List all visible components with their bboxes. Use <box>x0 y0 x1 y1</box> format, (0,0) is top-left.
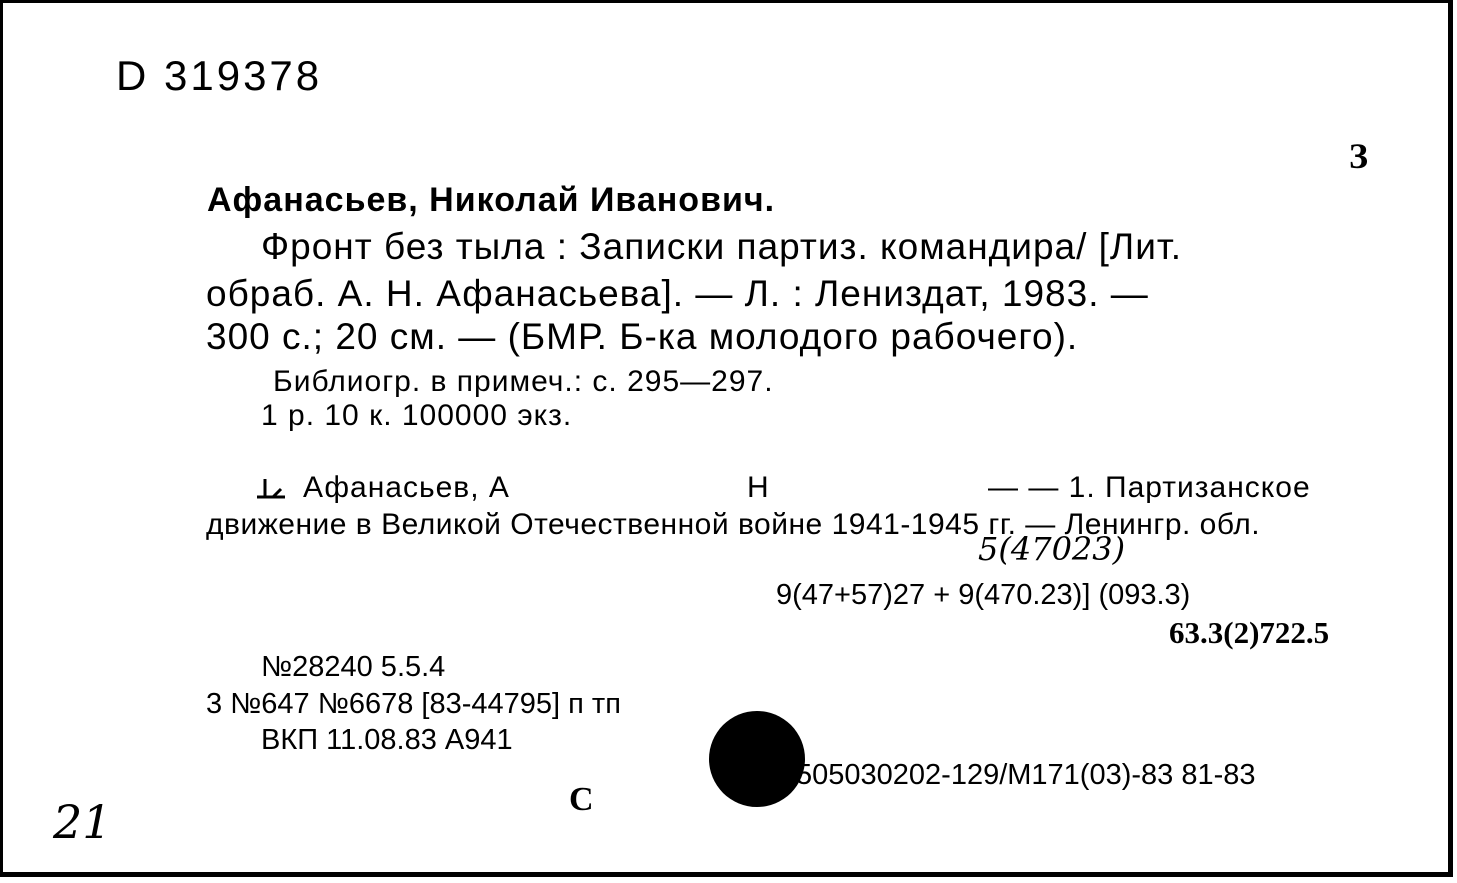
technical-line-3: ВКП 11.08.83 А941 <box>261 724 513 756</box>
technical-line-1: №28240 5.5.4 <box>261 651 446 683</box>
section-letter: З <box>1349 136 1369 176</box>
technical-code: 505030202-129/М171(03)-83 81-83 <box>796 759 1256 791</box>
description-line-2: обраб. А. Н. Афанасьева]. — Л. : Лениздат, 1983. — <box>206 273 1149 314</box>
handwritten-annotation: 5(47023) <box>978 530 1126 568</box>
description-line-3: 300 с.; 20 см. — (БМР. Б-ка молодого рабочего). <box>206 316 1079 357</box>
handwritten-corner-number: 21 <box>53 795 112 849</box>
tracing-symbol-icon <box>255 477 289 501</box>
description-line-1: Фронт без тыла : Записки партиз. командира/ [Лит. <box>261 226 1183 267</box>
catalog-number: D 319378 <box>116 52 323 99</box>
subject-heading-start: — — 1. Партизанское <box>988 471 1311 504</box>
price-line: 1 р. 10 к. 100000 экз. <box>261 399 573 432</box>
subject-heading-line2: движение в Великой Отечественной войне 1941-1945 гг. — Ленингр. обл. <box>206 508 1261 541</box>
card-punch-hole <box>709 711 805 807</box>
technical-line-2: 3 №647 №6678 [83-44795] п тп <box>206 688 621 720</box>
added-author-initial: Н <box>747 471 769 504</box>
author-heading: Афанасьев, Николай Иванович. <box>207 181 776 219</box>
bbk-classification: 63.3(2)722.5 <box>1169 615 1330 650</box>
udc-classification: 9(47+57)27 + 9(470.23)] (093.3) <box>776 579 1191 611</box>
letter-c: С <box>569 781 594 818</box>
added-author: Афанасьев, А <box>303 471 510 504</box>
bibliography-note: Библиогр. в примеч.: с. 295—297. <box>273 365 774 398</box>
